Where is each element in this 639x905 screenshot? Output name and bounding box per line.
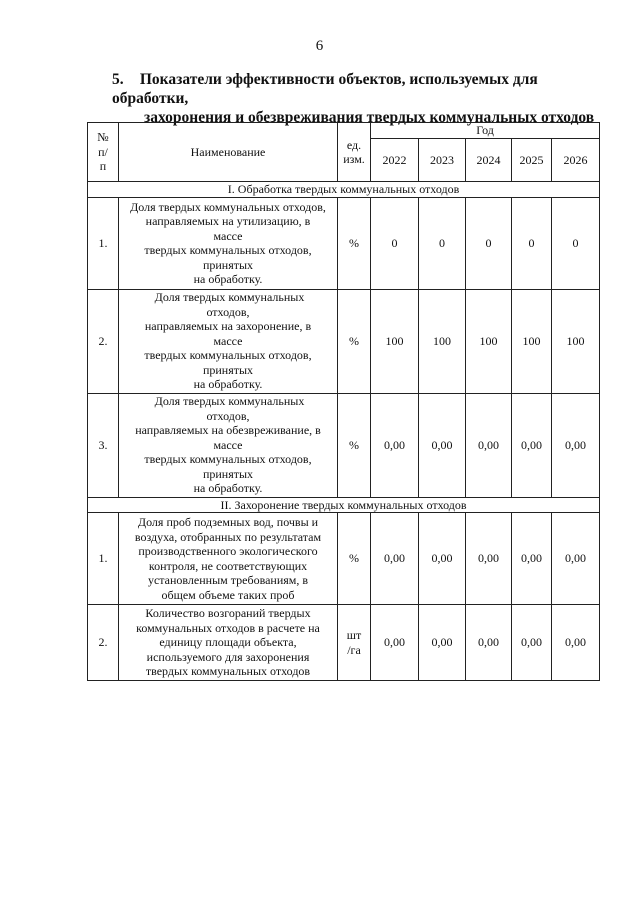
indicator-name-line: общем объеме таких проб <box>161 587 295 602</box>
indicator-name-line: массе <box>213 333 243 348</box>
table-row <box>88 197 600 289</box>
unit-of-measure: % <box>338 289 371 393</box>
indicator-name-line: на обработку. <box>193 377 263 392</box>
year-value: 0,00 <box>371 513 419 605</box>
column-header-year: 2023 <box>419 139 466 182</box>
unit-of-measure: % <box>338 393 371 497</box>
year-value: 0,00 <box>552 393 600 497</box>
indicators-table <box>87 122 600 681</box>
year-value: 0,00 <box>419 605 466 681</box>
year-value: 100 <box>371 289 419 393</box>
indicator-name <box>119 513 338 605</box>
section-header-row <box>88 182 600 198</box>
row-number: 2. <box>88 289 119 393</box>
year-value: 100 <box>419 289 466 393</box>
year-value: 0 <box>419 197 466 289</box>
indicator-name <box>119 289 338 393</box>
year-value: 0 <box>466 197 512 289</box>
year-value: 0,00 <box>552 605 600 681</box>
indicator-name-line: отходов, <box>206 304 250 319</box>
table-row <box>88 289 600 393</box>
indicator-name-line: принятых <box>202 257 254 272</box>
year-value: 0 <box>552 197 600 289</box>
year-value: 0,00 <box>466 605 512 681</box>
indicator-name-line: массе <box>213 437 243 452</box>
section-number: 5. <box>112 71 124 88</box>
column-header-year-group: Год <box>371 123 600 139</box>
year-value: 100 <box>466 289 512 393</box>
section-header: II. Захоронение твердых коммунальных отходов <box>88 497 600 513</box>
indicator-name-line: Доля твердых коммунальных <box>151 290 305 305</box>
row-number: 3. <box>88 393 119 497</box>
indicator-name-line: контроля, не соответствующих <box>148 558 308 573</box>
section-header: I. Обработка твердых коммунальных отходов <box>88 182 600 198</box>
indicator-name <box>119 393 338 497</box>
year-value: 0,00 <box>552 513 600 605</box>
indicator-name-line: отходов, <box>206 408 250 423</box>
page-number: 6 <box>315 38 324 54</box>
section-title-line-2: захоронения и обезвреживания твердых коммунальных отходов <box>144 109 595 126</box>
year-value: 0,00 <box>466 513 512 605</box>
year-value: 0,00 <box>512 605 552 681</box>
year-value: 0,00 <box>512 513 552 605</box>
indicator-name-line: принятых <box>202 466 254 481</box>
indicator-name-line: Доля проб подземных вод, почвы и <box>137 515 319 529</box>
column-header-year: 2026 <box>552 139 600 182</box>
section-title-line-1: Показатели эффективности объектов, используемых для обработки, <box>112 71 538 107</box>
column-header-year: 2022 <box>371 139 419 182</box>
year-value: 0,00 <box>512 393 552 497</box>
column-header-number: № п/ п <box>88 123 119 182</box>
table-row <box>88 513 600 605</box>
indicator-name-line: направляемых на утилизацию, в <box>145 214 311 228</box>
section-title <box>112 70 612 127</box>
indicator-name-line: производственного экологического <box>138 544 318 558</box>
year-value: 0,00 <box>371 393 419 497</box>
unit-of-measure: % <box>338 513 371 605</box>
indicator-name-line: установленным требованиям, в <box>147 573 309 587</box>
indicator-name-line: принятых <box>202 362 254 377</box>
column-header-unit: ед. изм. <box>338 123 371 182</box>
indicator-name-line: твердых коммунальных отходов <box>145 664 311 679</box>
unit-of-measure: шт /га <box>338 605 371 681</box>
indicator-name <box>119 197 338 289</box>
year-value: 0,00 <box>371 605 419 681</box>
column-header-year: 2024 <box>466 139 512 182</box>
indicator-name-line: Доля твердых коммунальных <box>151 394 305 409</box>
indicator-name-line: на обработку. <box>193 481 263 496</box>
unit-of-measure: % <box>338 197 371 289</box>
row-number: 2. <box>88 605 119 681</box>
indicator-name-line: на обработку. <box>193 272 263 286</box>
row-number: 1. <box>88 513 119 605</box>
column-header-name: Наименование <box>119 123 338 182</box>
indicator-name-line: твердых коммунальных отходов, <box>144 452 312 467</box>
table-row <box>88 605 600 681</box>
indicator-name-line: Доля твердых коммунальных отходов, <box>130 199 326 214</box>
row-number: 1. <box>88 197 119 289</box>
indicator-name-line: используемого для захоронения <box>146 649 310 664</box>
indicator-name-line: твердых коммунальных отходов, <box>144 348 312 363</box>
year-value: 100 <box>512 289 552 393</box>
indicator-name <box>119 605 338 681</box>
column-header-year: 2025 <box>512 139 552 182</box>
indicator-name-line: Количество возгораний твердых <box>145 606 311 621</box>
indicator-name-line: воздуха, отобранных по результатам <box>134 529 322 544</box>
year-value: 0 <box>371 197 419 289</box>
indicator-name-line: направляемых на захоронение, в <box>144 319 312 334</box>
table-body <box>88 182 600 681</box>
indicator-name-line: массе <box>213 228 243 243</box>
table-header-row <box>88 123 600 139</box>
year-value: 0,00 <box>419 513 466 605</box>
indicator-name-line: единицу площади объекта, <box>159 635 297 650</box>
year-value: 0,00 <box>419 393 466 497</box>
section-header-row <box>88 497 600 513</box>
year-value: 0,00 <box>466 393 512 497</box>
year-value: 0 <box>512 197 552 289</box>
table-row <box>88 393 600 497</box>
indicator-name-line: направляемых на обезвреживание, в <box>135 423 321 438</box>
year-value: 100 <box>552 289 600 393</box>
indicator-name-line: коммунальных отходов в расчете на <box>136 620 320 635</box>
indicator-name-line: твердых коммунальных отходов, <box>144 243 312 257</box>
